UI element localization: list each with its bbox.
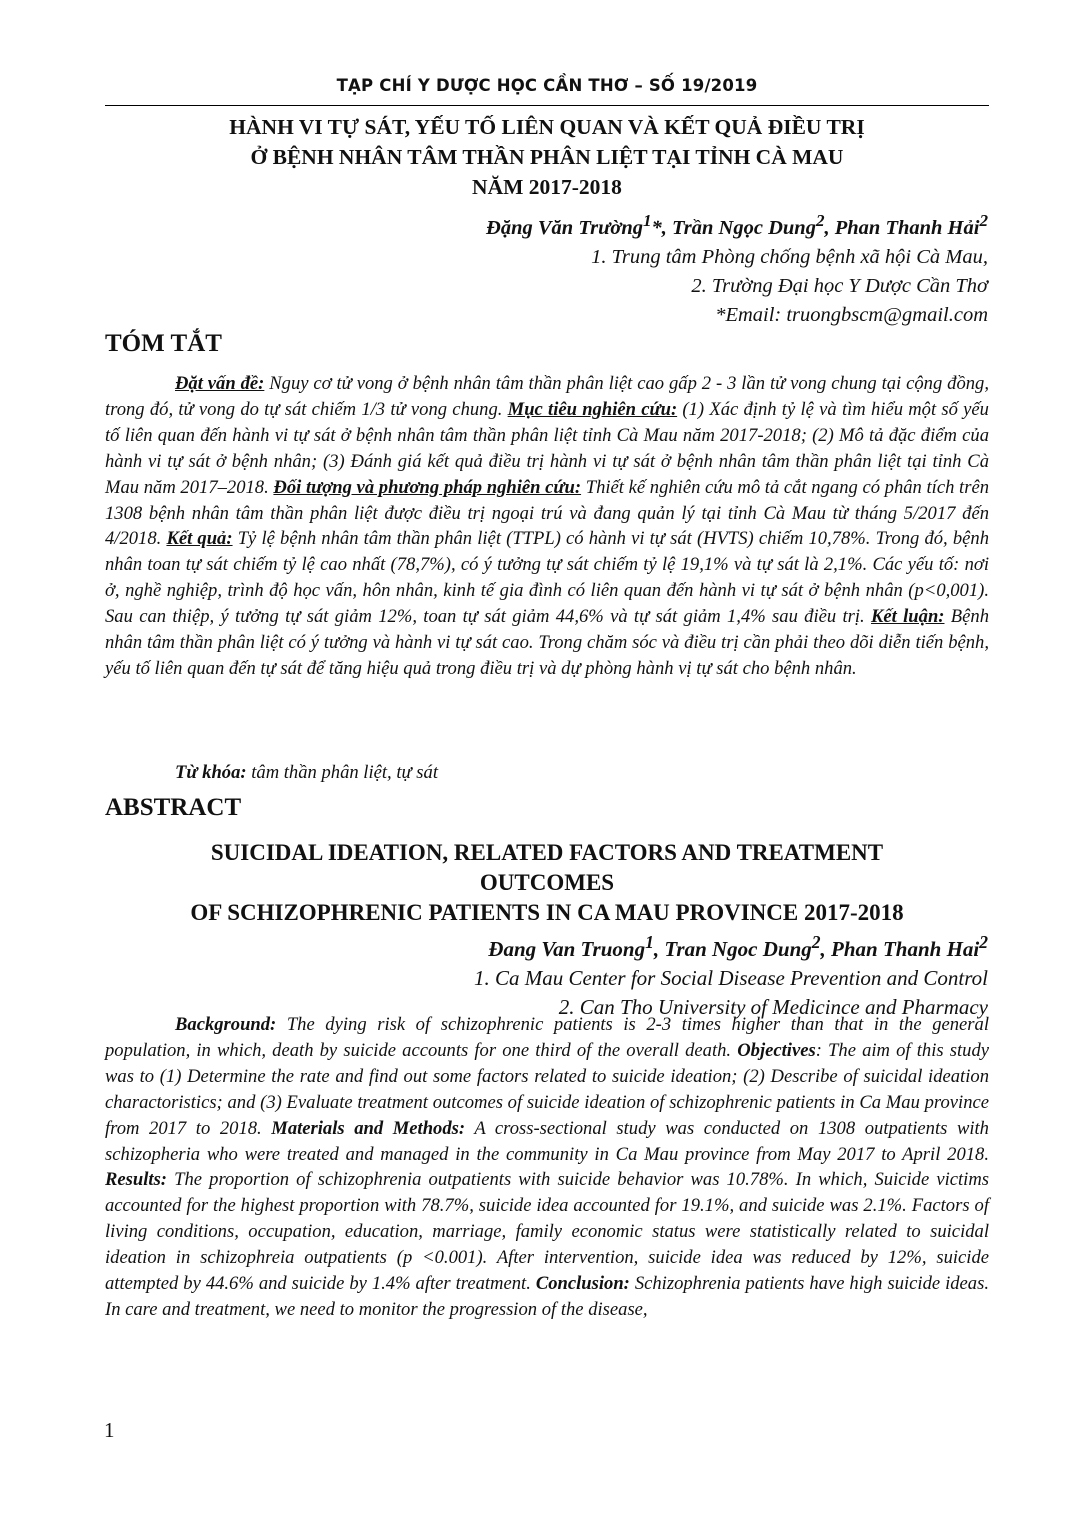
author-list-en <box>474 928 988 964</box>
summary-background-text: Nguy cơ tử vong ở bệnh nhân tâm thần phân liệt cao gấp 2 - 3 lần tử vong chung tại cộng đồng, trong đó, tử vong do tự sát chiếm 1/3 tử vong chung. <box>105 373 989 420</box>
author-3: Phan Thanh Hải <box>834 216 980 239</box>
abstract-objectives-text: : The aim of this study was to (1) Determine the rate and find out some factors related to suicide ideation; (2) Describe of suicidal ideation charactoristics; and (3) Evaluate treatment outcomes of suicide ideation of schizophrenic patients in Ca Mau province from 2017 to 2018. <box>105 1039 989 1139</box>
authors-vietnamese <box>486 206 988 330</box>
summary-methods-text: Thiết kế nghiên cứu mô tả cắt ngang có phân tích trên 1308 bệnh nhân tâm thần phân liệt được điều trị ngoại trú và đang quản lý tại tỉnh Cà Mau từ tháng 5/2017 đến 4/2018. <box>105 476 990 550</box>
abstract-paragraph <box>105 1012 989 1323</box>
label-results-en: Results: <box>105 1169 167 1191</box>
abstract-heading: ABSTRACT <box>105 794 242 821</box>
label-conclusion-en: Conclusion: <box>535 1273 630 1295</box>
author-1: Đặng Văn Trường <box>486 216 643 239</box>
author-3-en: Phan Thanh Hai <box>831 937 980 961</box>
label-results-vi: Kết quả: <box>166 528 233 550</box>
affiliation-1-en: 1. Ca Mau Center for Social Disease Prevention and Control <box>473 966 988 990</box>
author-2: Trần Ngọc Dung <box>672 216 816 239</box>
keywords-label: Từ khóa: <box>175 762 247 783</box>
keywords-line <box>105 760 989 786</box>
label-methods-en: Materials and Methods: <box>271 1117 466 1139</box>
abstract-conclusion-text: Schizophrenia patients have high suicide ideas. In care and treatment, we need to monitor the progression of the disease, <box>105 1273 989 1320</box>
summary-results-text: Tỷ lệ bệnh nhân tâm thần phân liệt (TTPL) có hành vi tự sát (HVTS) chiếm 10,78%. Trong đó, bệnh nhân toan tự sát chiếm tỷ lệ cao nhất (78,7%), có ý tưởng tự sát chiếm tỷ lệ 19,1% và tự sát là 2,1%. Các yếu tố: nơi ở, nghề nghiệp, trình độ học vấn, hôn nhân, kinh tế gia đình có liên quan đến hành vi tự sát ở bệnh nhân (p<0,001). Sau can thiệp, ý tưởng tự sát giảm 12%, toan tự sát giảm 44,6% và tự sát giảm 1,4% sau điều trị. <box>105 528 989 628</box>
author-3-affiliation-mark: 2 <box>979 211 988 230</box>
affiliation-1: 1. Trung tâm Phòng chống bệnh xã hội Cà Mau, <box>591 245 988 268</box>
author-2-affiliation-mark: 2 <box>815 211 825 230</box>
title-vi-line-2: Ở BỆNH NHÂN TÂM THẦN PHÂN LIỆT TẠI TỈNH CÀ MAU <box>250 145 844 169</box>
author-separator: *, <box>651 216 673 239</box>
author-2-en-affiliation-mark: 2 <box>811 932 821 952</box>
abstract-methods-text: A cross-sectional study was conducted on 1308 outpatients with schizopheria who were treated and managed in the community in Ca Mau province from May 2017 to April 2018. <box>105 1117 989 1165</box>
summary-heading: TÓM TẮT <box>105 330 222 357</box>
abstract-background-text: The dying risk of schizophrenic patients is 2-3 times higher than that in the general population, in which, death by suicide accounts for one third of the overall death. <box>105 1014 989 1061</box>
author-separator: , <box>653 937 665 961</box>
label-background-en: Background: <box>175 1014 277 1035</box>
summary-paragraph <box>105 371 989 682</box>
title-en-line-1: SUICIDAL IDEATION, RELATED FACTORS AND TREATMENT <box>210 840 884 865</box>
label-objectives-en: Objectives <box>737 1039 816 1061</box>
affiliation-2-en: 2. Can Tho University of Medicince and Pharmacy <box>558 995 988 1019</box>
abstract-results-text: The proportion of schizophrenia outpatients with suicide behavior was 10.78%. In which, Suicide victims accounted for the highest proportion with 78.7%, suicide idea accounted for 19.1%, and suicide was 2.1%. Factors of living conditions, occupation, education, marriage, family economic status were statistically related to suicidal ideation in schizophreia outpatients (p <0.001). After intervention, suicide idea was reduced by 12%, suicide attempted by 44.6% and suicide by 1.4% after treatment. <box>105 1169 989 1295</box>
title-vi-line-3: NĂM 2017-2018 <box>472 175 622 199</box>
label-methods-vi: Đối tượng và phương pháp nghiên cứu: <box>273 476 582 498</box>
author-1-affiliation-mark: 1 <box>643 211 652 230</box>
authors-english <box>474 928 988 1022</box>
author-1-en: Đang Van Truong <box>488 937 646 961</box>
author-separator: , <box>824 216 835 239</box>
summary-objectives-text: (1) Xác định tỷ lệ và tìm hiểu một số yếu tố liên quan đến hành vi tự sát ở bệnh nhân tâm thần phân liệt tỉnh Cà Mau năm 2017-2018; (2) Mô tả đặc điểm của hành vi tự sát ở bệnh nhân; (3) Đánh giá kết quả điều trị hành vi tự sát ở bệnh nhân tâm thần phân liệt tại tỉnh Cà Mau năm 2017–2018. <box>105 398 989 498</box>
author-list-vi <box>486 206 988 243</box>
label-conclusion-vi: Kết luận: <box>871 606 945 628</box>
title-english <box>105 838 989 928</box>
title-vietnamese <box>105 112 989 202</box>
author-2-en: Tran Ngoc Dung <box>664 937 812 961</box>
journal-header: TẠP CHÍ Y DƯỢC HỌC CẦN THƠ – SỐ 19/2019 <box>336 76 758 95</box>
page-number: 1 <box>104 1418 115 1442</box>
keywords-text: tâm thần phân liệt, tự sát <box>246 762 439 783</box>
header-rule <box>105 105 989 106</box>
affiliation-2: 2. Trường Đại học Y Dược Cần Thơ <box>691 274 988 297</box>
label-background-vi: Đặt vấn đề: <box>175 373 265 394</box>
title-en-line-2: OUTCOMES <box>479 870 615 895</box>
corresponding-email: *Email: truongbscm@gmail.com <box>715 303 988 326</box>
author-3-en-affiliation-mark: 2 <box>979 932 988 952</box>
label-objectives-vi: Mục tiêu nghiên cứu: <box>507 398 678 420</box>
title-vi-line-1: HÀNH VI TỰ SÁT, YẾU TỐ LIÊN QUAN VÀ KẾT QUẢ ĐIỀU TRỊ <box>229 115 865 139</box>
author-separator: , <box>820 937 832 961</box>
author-1-en-affiliation-mark: 1 <box>645 932 654 952</box>
summary-conclusion-text: Bệnh nhân tâm thần phân liệt có ý tưởng và hành vi tự sát cao. Trong chăm sóc và điều trị cần phải theo dõi diễn tiến bệnh, yếu tố liên quan đến tự sát để tăng hiệu quả trong điều trị và dự phòng hành vị tự sát cho bệnh nhân. <box>105 606 989 679</box>
title-en-line-3: OF SCHIZOPHRENIC PATIENTS IN CA MAU PROVINCE 2017-2018 <box>190 900 904 925</box>
